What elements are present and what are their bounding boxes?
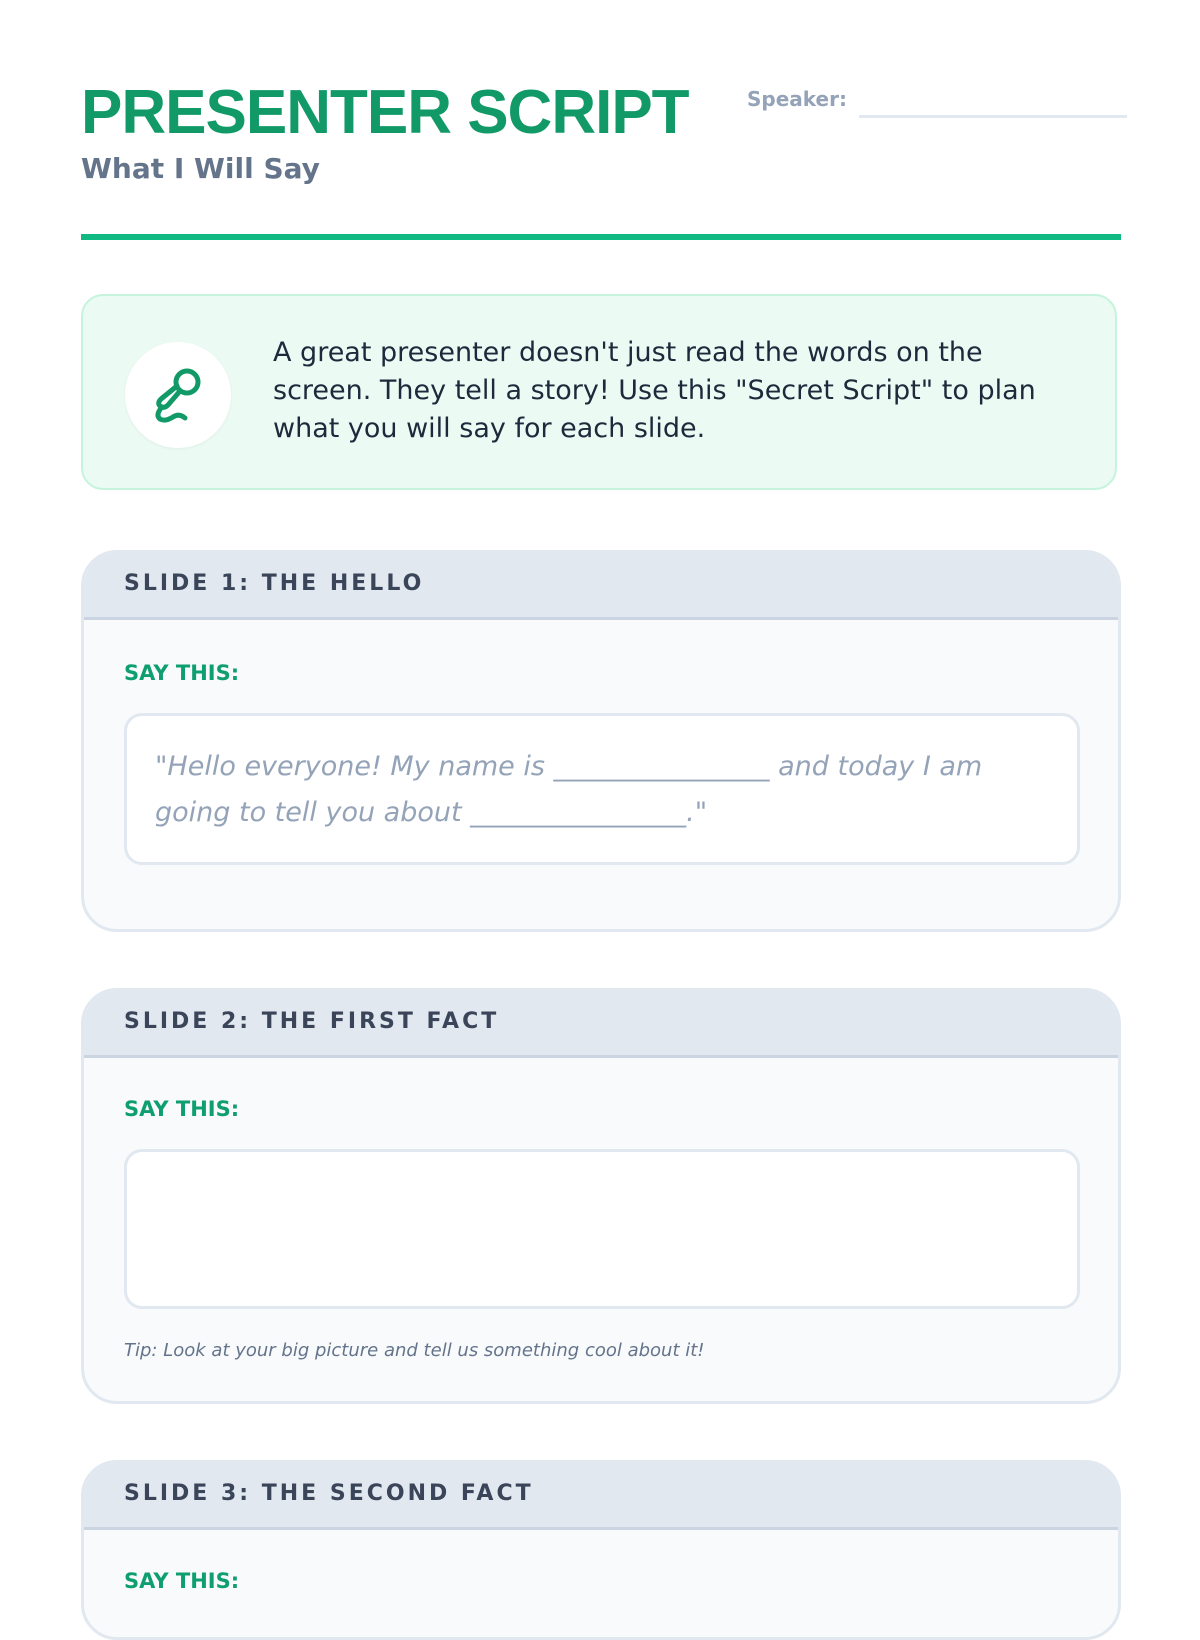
say-this-label: SAY THIS: (124, 1569, 240, 1593)
slide-title: SLIDE 3: THE SECOND FACT (124, 1481, 534, 1506)
script-box[interactable] (124, 1149, 1080, 1309)
speaker-input-line[interactable] (859, 115, 1127, 118)
worksheet-page (81, 0, 1121, 1593)
slide-card-header (84, 553, 1118, 620)
microphone-icon (151, 365, 207, 425)
speaker-label: Speaker: (747, 87, 847, 111)
say-this-label: SAY THIS: (124, 1097, 240, 1121)
slide-card-1 (81, 550, 1121, 932)
say-this-label: SAY THIS: (124, 661, 240, 685)
slide-card-header (84, 991, 1118, 1058)
speaker-field (747, 86, 1127, 112)
intro-callout (81, 294, 1117, 490)
microphone-icon-badge (125, 342, 231, 448)
tip-text: Tip: Look at your big picture and tell us something cool about it! (124, 1340, 705, 1361)
slide-title: SLIDE 1: THE HELLO (124, 571, 425, 596)
page-subtitle: What I Will Say (81, 152, 320, 185)
slide-card-header (84, 1463, 1118, 1530)
slide-card-2 (81, 988, 1121, 1404)
header (81, 0, 1121, 240)
script-prompt: "Hello everyone! My name is ________________ and today I am going to tell you about ________________." (155, 751, 983, 828)
script-box[interactable] (124, 713, 1080, 865)
slide-card-3 (81, 1460, 1121, 1640)
intro-text: A great presenter doesn't just read the words on the screen. They tell a story! Use this "Secret Script" to plan what you will say for each slide. (273, 337, 1036, 444)
header-divider (81, 234, 1121, 240)
page-title: PRESENTER SCRIPT (81, 78, 689, 147)
slide-title: SLIDE 2: THE FIRST FACT (124, 1009, 500, 1034)
